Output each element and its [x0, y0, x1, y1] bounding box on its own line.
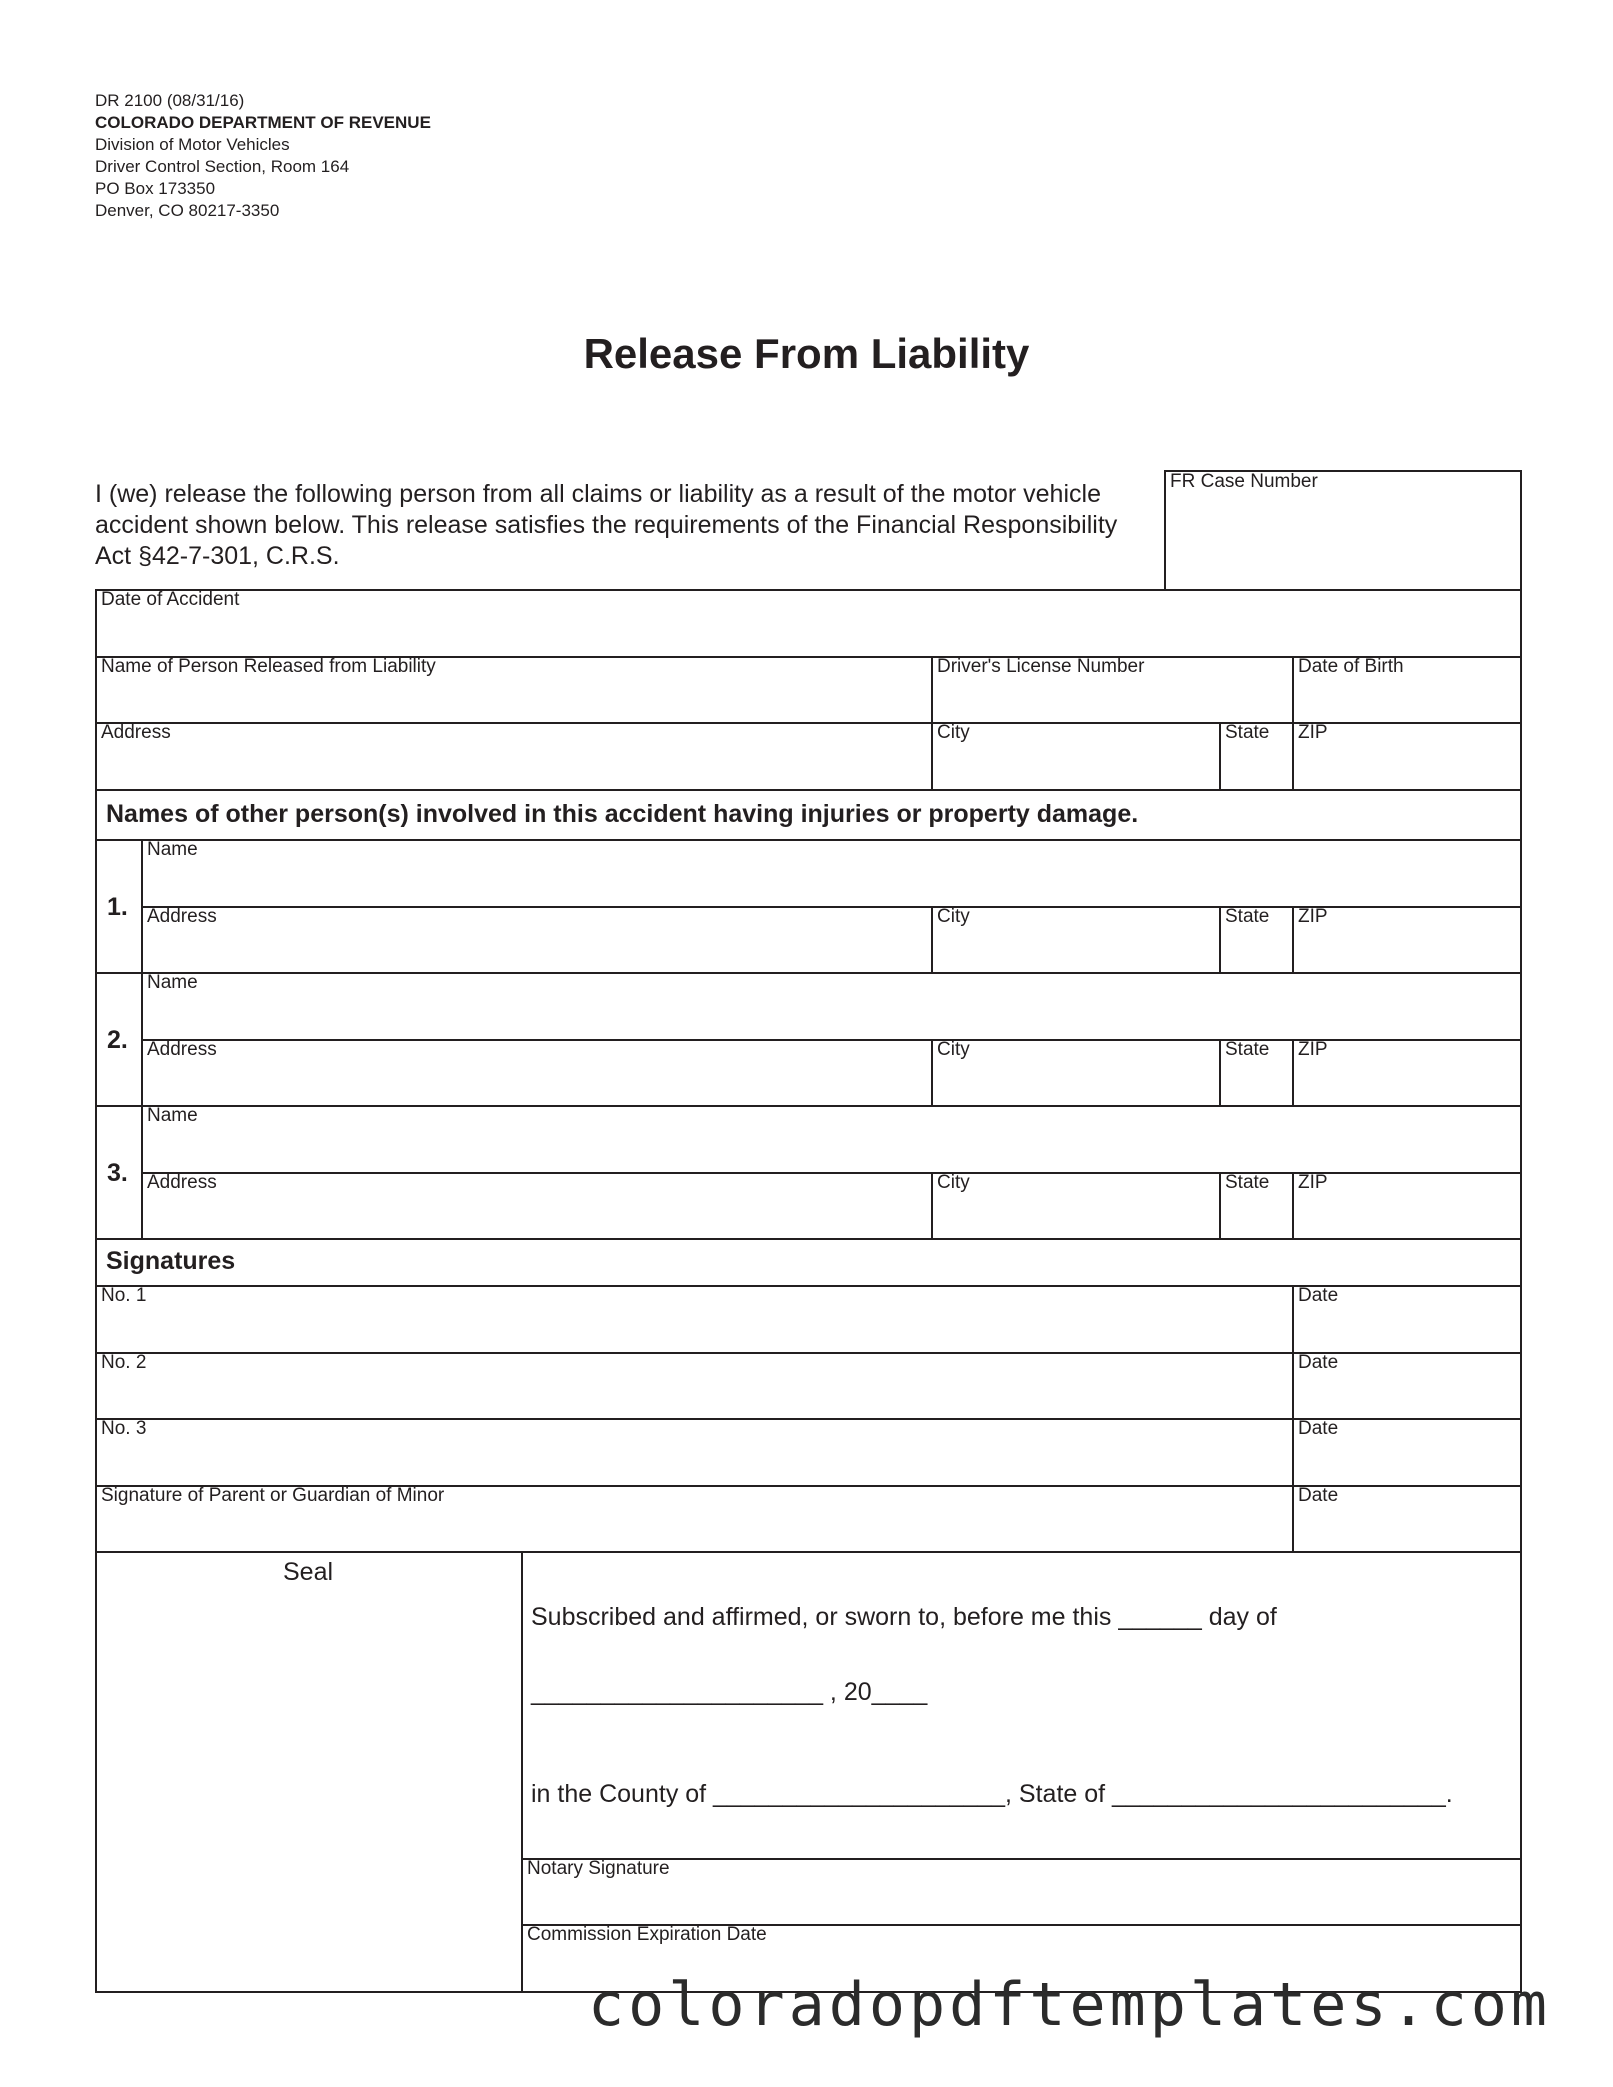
signature-no1-field[interactable]: No. 1: [101, 1285, 147, 1306]
signature-no2-field[interactable]: No. 2: [101, 1352, 147, 1373]
notary-signature-field[interactable]: Notary Signature: [527, 1858, 670, 1879]
address-field[interactable]: Address: [101, 722, 171, 743]
person-3-address-field[interactable]: Address: [147, 1172, 217, 1193]
agency-header: [95, 90, 431, 222]
person-2-number: 2.: [107, 1026, 128, 1054]
guardian-signature-date-field[interactable]: Date: [1298, 1485, 1339, 1506]
signature-no1-date-field[interactable]: Date: [1298, 1285, 1339, 1306]
signature-no3-field[interactable]: No. 3: [101, 1418, 147, 1439]
person-1-number: 1.: [107, 893, 128, 921]
city-field[interactable]: City: [937, 722, 970, 743]
person-3-state-field[interactable]: State: [1225, 1172, 1270, 1193]
section-name: Driver Control Section, Room 164: [95, 157, 350, 176]
state-field[interactable]: State: [1225, 722, 1270, 743]
person-1-state-field[interactable]: State: [1225, 906, 1270, 927]
city-state-zip: Denver, CO 80217-3350: [95, 201, 280, 220]
signature-no2-date-field[interactable]: Date: [1298, 1352, 1339, 1373]
zip-field[interactable]: ZIP: [1298, 722, 1328, 743]
person-2-name-field[interactable]: Name: [147, 972, 198, 993]
drivers-license-field[interactable]: Driver's License Number: [937, 656, 1145, 677]
person-2-city-field[interactable]: City: [937, 1039, 970, 1060]
person-1-address-field[interactable]: Address: [147, 906, 217, 927]
person-2-zip-field[interactable]: ZIP: [1298, 1039, 1328, 1060]
form-number: DR 2100 (08/31/16): [95, 91, 245, 110]
person-2-state-field[interactable]: State: [1225, 1039, 1270, 1060]
agency-name: COLORADO DEPARTMENT OF REVENUE: [95, 113, 431, 132]
person-3-name-field[interactable]: Name: [147, 1105, 198, 1126]
notary-sworn-line: Subscribed and affirmed, or sworn to, before me this ______ day of: [531, 1603, 1277, 1631]
person-1-zip-field[interactable]: ZIP: [1298, 906, 1328, 927]
signature-no3-date-field[interactable]: Date: [1298, 1418, 1339, 1439]
intro-text: I (we) release the following person from all claims or liability as a result of the motor vehicle accident shown below. This release satisfies the requirements of the Financial Responsibility Act §42-7-301, C.R.S.: [95, 480, 1118, 570]
fr-case-number-label: FR Case Number: [1170, 471, 1318, 492]
others-heading: Names of other person(s) involved in this accident having injuries or property damage.: [106, 800, 1139, 828]
person-3-number: 3.: [107, 1159, 128, 1187]
name-released-field[interactable]: Name of Person Released from Liability: [101, 656, 436, 677]
signatures-heading: Signatures: [106, 1247, 236, 1275]
po-box: PO Box 173350: [95, 179, 216, 198]
notary-county-line: in the County of _____________________, State of ________________________.: [531, 1780, 1453, 1808]
commission-expiration-field[interactable]: Commission Expiration Date: [527, 1924, 767, 1945]
date-of-accident-field[interactable]: Date of Accident: [101, 589, 240, 610]
watermark-text: coloradopdftemplates.com: [588, 1970, 1551, 2040]
guardian-signature-field[interactable]: Signature of Parent or Guardian of Minor: [101, 1485, 445, 1506]
seal-label: Seal: [283, 1558, 334, 1586]
division-name: Division of Motor Vehicles: [95, 135, 290, 154]
person-3-city-field[interactable]: City: [937, 1172, 970, 1193]
person-1-city-field[interactable]: City: [937, 906, 970, 927]
person-3-zip-field[interactable]: ZIP: [1298, 1172, 1328, 1193]
person-2-address-field[interactable]: Address: [147, 1039, 217, 1060]
person-1-name-field[interactable]: Name: [147, 839, 198, 860]
notary-date-line: _____________________ , 20____: [531, 1678, 928, 1706]
date-of-birth-field[interactable]: Date of Birth: [1298, 656, 1404, 677]
page-title: Release From Liability: [583, 330, 1030, 377]
